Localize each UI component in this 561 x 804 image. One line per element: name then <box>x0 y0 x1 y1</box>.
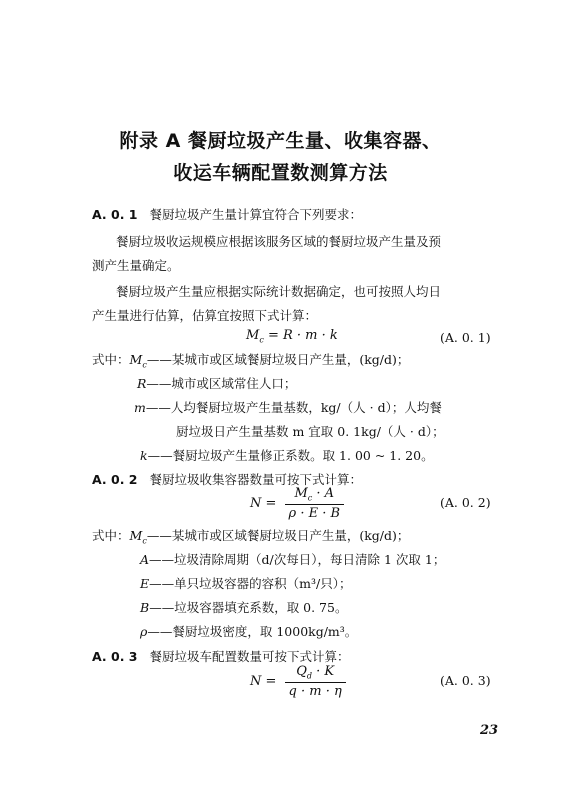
section-heading-text: 餐厨垃圾产生量计算宜符合下列要求： <box>149 207 363 222</box>
numerator-sub: d <box>306 671 312 681</box>
paragraph-line: 餐厨垃圾产生量应根据实际统计数据确定，也可按照人均日 <box>116 284 442 299</box>
paragraph-line: 测产生量确定。 <box>92 258 180 273</box>
definition-text: ——单只垃圾容器的容积（m³/只）； <box>149 576 352 591</box>
denominator: q · m · η <box>288 683 342 699</box>
formula-number: (A. 0. 3) <box>440 673 491 688</box>
numerator-sub: c <box>307 493 313 503</box>
definition-text: ——餐厨垃圾产生量修正系数。取 1. 00 ~ 1. 20。 <box>147 448 434 463</box>
paragraph-line: 餐厨垃圾收运规模应根据该服务区域的餐厨垃圾产生量及预 <box>116 234 442 249</box>
definition-row <box>134 400 442 416</box>
symbol: B <box>140 600 150 615</box>
symbol: A <box>140 552 150 567</box>
definition-row <box>140 600 347 616</box>
definition-text: ——某城市或区域餐厨垃圾日产生量，(kg/d)； <box>146 528 410 543</box>
symbol: R <box>137 376 147 391</box>
formula-a01 <box>246 328 338 345</box>
formula-a02 <box>250 486 344 521</box>
page-number: 23 <box>480 723 499 738</box>
symbol: m <box>134 400 146 415</box>
formula-number: (A. 0. 2) <box>440 495 491 510</box>
definition-text: ——垃圾清除周期（d/次每日），每日清除 1 次取 1； <box>149 552 446 567</box>
definition-row <box>140 576 351 592</box>
appendix-title-line2: 收运车辆配置数测算方法 <box>173 162 388 184</box>
section-a01-heading <box>92 207 362 223</box>
section-number: A. 0. 1 <box>92 207 138 222</box>
section-number: A. 0. 2 <box>92 472 138 487</box>
definition-text: 厨垃圾日产生量基数 m 宜取 0. 1kg/（人 · d）； <box>176 424 445 439</box>
numerator-rest: · K <box>312 664 335 679</box>
symbol: k <box>140 448 148 463</box>
formula-lhs: M <box>246 328 260 343</box>
formula-number: (A. 0. 1) <box>440 330 491 345</box>
definition-row <box>140 448 434 464</box>
formula-lhs: N = <box>250 673 277 689</box>
formula-lhs: N = <box>250 495 277 511</box>
where-label: 式中： <box>92 352 130 367</box>
fraction <box>285 664 346 699</box>
definition-row <box>140 624 357 640</box>
definition-row <box>137 376 296 392</box>
numerator <box>285 486 344 505</box>
numerator-symbol: Q <box>296 664 307 679</box>
symbol-sub: c <box>142 536 147 546</box>
symbol: E <box>140 576 150 591</box>
definition-row <box>140 552 445 568</box>
paragraph-line: 产生量进行估算，估算宜按照下式计算： <box>92 308 318 323</box>
fraction <box>285 486 344 521</box>
definition-text: ——垃圾容器填充系数，取 0. 75。 <box>149 600 348 615</box>
appendix-title-line1: 附录 A 餐厨垃圾产生量、收集容器、 <box>119 130 442 152</box>
definition-row <box>176 424 445 440</box>
denominator: ρ · E · B <box>288 505 341 521</box>
symbol: ρ <box>140 624 148 639</box>
section-heading-text: 餐厨垃圾车配置数量可按下式计算： <box>149 649 350 664</box>
definition-text: ——某城市或区域餐厨垃圾日产生量，(kg/d)； <box>146 352 410 367</box>
formula-a03 <box>250 664 346 699</box>
where-label: 式中： <box>92 528 130 543</box>
definition-text: ——餐厨垃圾密度，取 1000kg/m³。 <box>147 624 358 639</box>
numerator-rest: · A <box>312 486 335 501</box>
definition-text: ——城市或区域常住人口； <box>146 376 297 391</box>
numerator <box>285 664 346 683</box>
symbol: M <box>129 528 143 543</box>
section-a03-heading <box>92 649 350 665</box>
formula-lhs-sub: c <box>259 335 264 345</box>
definition-row <box>92 528 409 550</box>
section-heading-text: 餐厨垃圾收集容器数量可按下式计算： <box>149 472 363 487</box>
symbol: M <box>129 352 143 367</box>
formula-rhs: = R · m · k <box>267 328 338 343</box>
definition-text: ——人均餐厨垃圾产生量基数，kg/（人 · d）；人均餐 <box>145 400 442 415</box>
numerator-symbol: M <box>294 486 308 501</box>
section-number: A. 0. 3 <box>92 649 138 664</box>
symbol-sub: c <box>142 360 147 370</box>
definition-row <box>92 352 409 374</box>
